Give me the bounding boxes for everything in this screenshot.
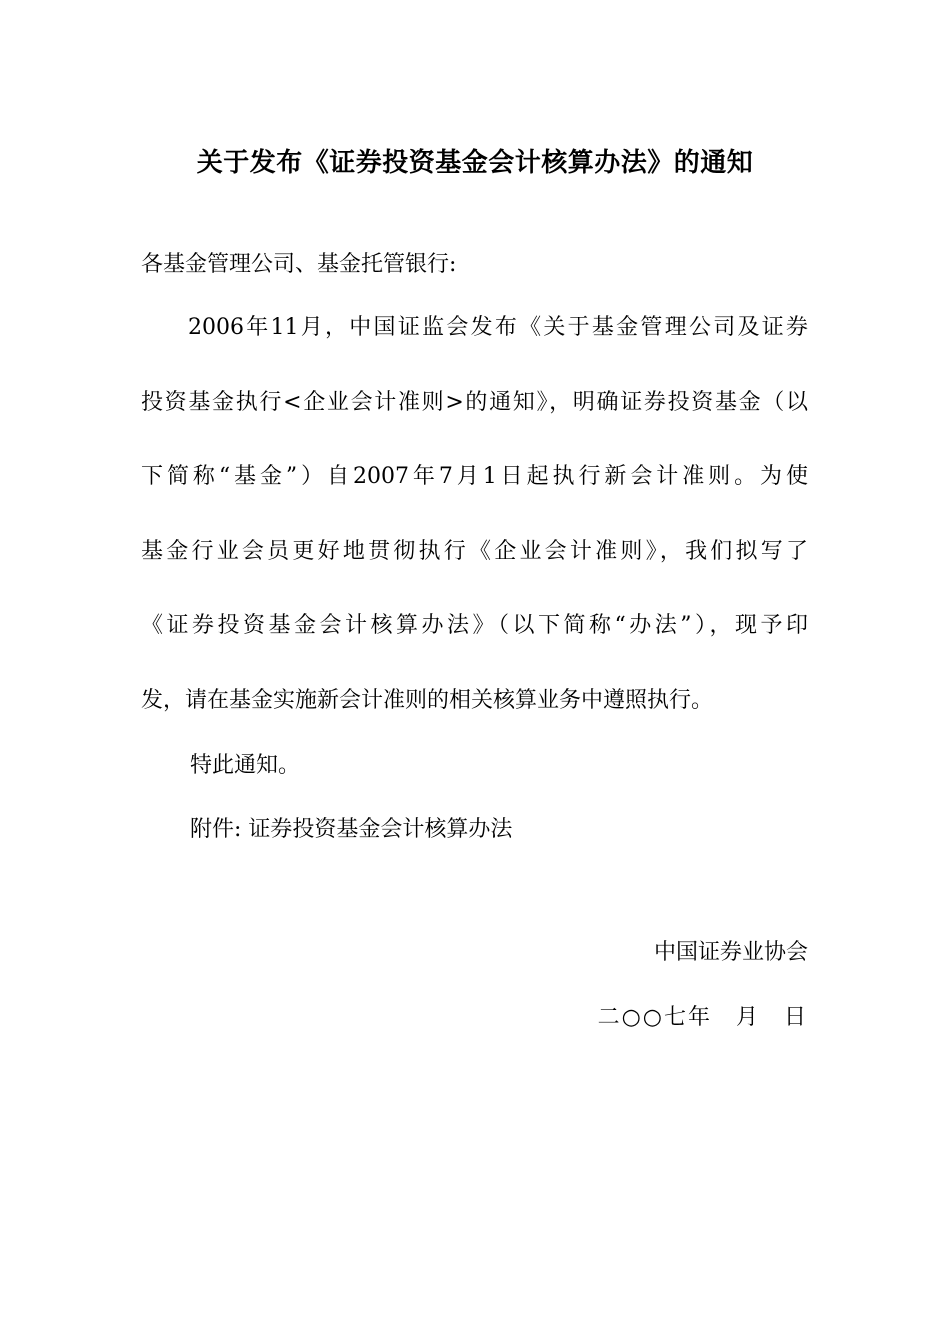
body-line-5: 《证券投资基金会计核算办法》（以下简称“办法”），现予印 [141, 613, 808, 638]
body-line-3: 下简称“基金”）自2007年7月1日起执行新会计准则。为使 [141, 464, 808, 489]
issue-date: 二○○七年 月 日 [597, 1005, 808, 1030]
issuer-signature: 中国证券业协会 [653, 940, 808, 965]
body-line-4: 基金行业会员更好地贯彻执行《企业会计准则》，我们拟写了 [141, 539, 808, 564]
body-line-6: 发，请在基金实施新会计准则的相关核算业务中遵照执行。 [141, 688, 714, 713]
body-line-2: 投资基金执行<企业会计准则>的通知》，明确证券投资基金（以 [141, 390, 808, 415]
salutation: 各基金管理公司、基金托管银行: [141, 252, 457, 277]
attachment-line: 附件: 证券投资基金会计核算办法 [190, 817, 513, 842]
document-title: 关于发布《证券投资基金会计核算办法》的通知 [196, 148, 754, 178]
closing-text: 特此通知。 [190, 753, 301, 778]
body-line-1: 2006年11月，中国证监会发布《关于基金管理公司及证券 [188, 315, 808, 340]
